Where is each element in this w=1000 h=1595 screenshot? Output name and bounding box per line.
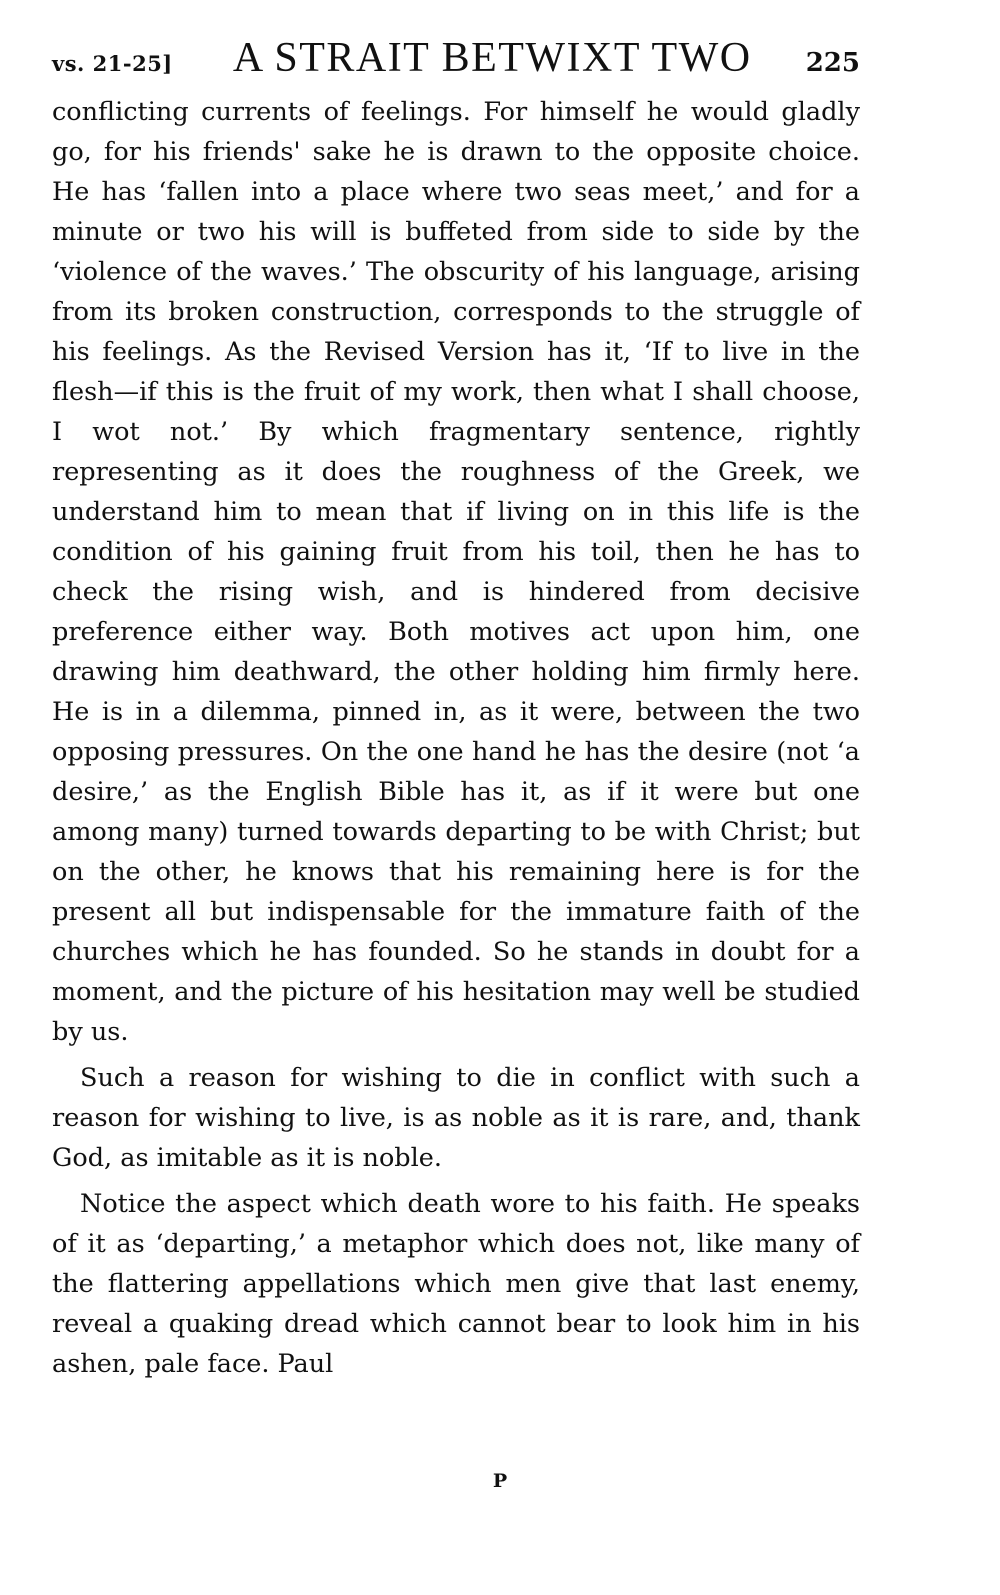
page-number: 225 [805, 48, 860, 78]
paragraph: Notice the aspect which death wore to his faith. He speaks of it as ‘departing,’ a metaphor which does not, like many of the flattering appellations which men give that last enemy, reveal a quaking dread which cannot bear to look him in his ashen, pale face. Paul [52, 1189, 860, 1379]
book-page [52, 34, 860, 1390]
signature-mark: P [492, 1470, 508, 1492]
paragraph: Such a reason for wishing to die in conflict with such a reason for wishing to live, is as noble as it is rare, and, thank God, as imitable as it is noble. [52, 1063, 860, 1173]
chapter-title: A STRAIT BETWIXT TWO [232, 35, 752, 81]
paragraph: conflicting currents of feelings. For himself he would gladly go, for his friends' sake he is drawn to the opposite choice. He has ‘fallen into a place where two seas meet,’ and for a minute or two his will is buffeted from side to side by the ‘violence of the waves.’ The obscurity of his language, arising from its broken construction, corresponds to the struggle of his feelings. As the Revised Version has it, ‘If to live in the flesh—if this is the fruit of my work, then what I shall choose, I wot not.’ By which fragmentary sentence, rightly representing as it does the roughness of the Greek, we understand him to mean that if living on in this life is the condition of his gaining fruit from his toil, then he has to check the rising wish, and is hindered from decisive preference either way. Both motives act upon him, one drawing him deathward, the other holding him firmly here. He is in a dilemma, pinned in, as it were, between the two opposing pressures. On the one hand he has the desire (not ‘a desire,’ as the English Bible has it, as if it were but one among many) turned towards departing to be with Christ; but on the other, he knows that his remaining here is for the present all but indispensable for the immature faith of the churches which he has founded. So he stands in doubt for a moment, and the picture of his hesitation may well be studied by us. [52, 97, 860, 1047]
running-head [52, 34, 860, 86]
body-text [52, 92, 860, 1384]
verse-reference: vs. 21-25] [52, 51, 173, 76]
